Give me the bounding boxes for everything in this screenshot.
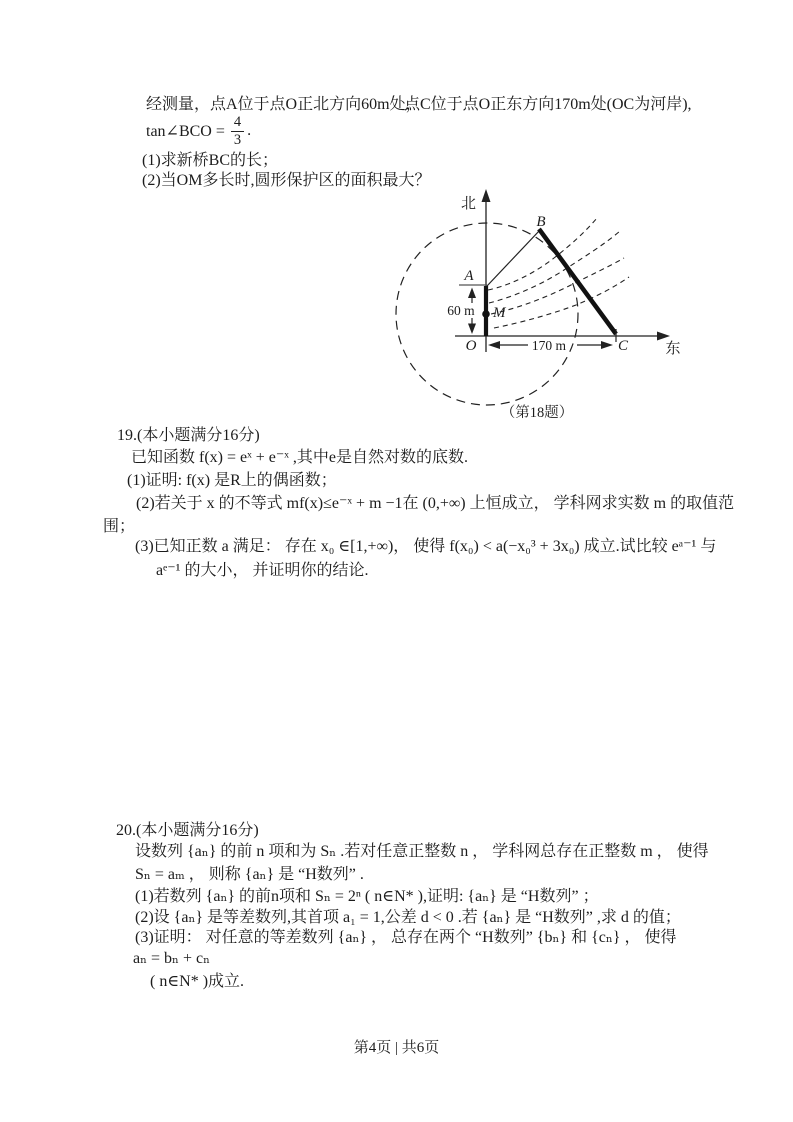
problem18-figure bbox=[390, 185, 700, 425]
figure-caption: （第18题） bbox=[500, 405, 574, 421]
p18-given-left: 经测量，点A位于点O正北方向60m处， bbox=[146, 96, 422, 113]
label-C: C bbox=[617, 338, 629, 354]
dim-170m-right-arrow-icon bbox=[601, 341, 613, 349]
p19-question-3-wrap: aᵉ⁻¹ 的大小， 并证明你的结论. bbox=[156, 562, 369, 579]
p18-given-right: 点C位于点O正东方向170m处(OC为河岸), bbox=[404, 96, 692, 113]
p19-intro: 已知函数 f(x) = eˣ + e⁻ˣ ,其中e是自然对数的底数. bbox=[131, 449, 469, 466]
p20-intro-1: 设数列 {aₙ} 的前 n 项和为 Sₙ .若对任意正整数 n ， 学科网总存在正整数 m ， 使得 bbox=[135, 843, 709, 860]
label-B: B bbox=[536, 214, 546, 230]
tan-lhs: tan∠BCO = bbox=[146, 123, 225, 140]
fraction-four-thirds bbox=[231, 114, 244, 147]
label-A: A bbox=[464, 268, 474, 284]
p20-title: 20.(本小题满分16分) bbox=[116, 822, 259, 839]
east-arrowhead-icon bbox=[657, 332, 670, 341]
segment-AB bbox=[487, 230, 540, 286]
label-north: 北 bbox=[460, 196, 476, 212]
p20-question-3: (3)证明： 对任意的等差数列 {aₙ} ， 总存在两个 “H数列” {bₙ} 和 {cₙ} ， 使得 bbox=[135, 929, 677, 946]
tan-period: . bbox=[247, 122, 252, 139]
label-60m: 60 m bbox=[447, 303, 475, 318]
p20-question-2: (2)设 {aₙ} 是等差数列,其首项 a₁ = 1,公差 d < 0 .若 {aₙ} 是 “H数列” ,求 d 的值； bbox=[135, 909, 681, 926]
page-footer: 第4页 | 共6页 bbox=[353, 1040, 440, 1056]
p19-title: 19.(本小题满分16分) bbox=[117, 427, 260, 444]
p19-question-3: (3)已知正数 a 满足： 存在 x₀ ∈[1,+∞)， 使得 f(x₀) < a(−x₀³ + 3x₀) 成立.试比较 eᵃ⁻¹ 与 bbox=[135, 538, 717, 555]
p20-question-1: (1)若数列 {aₙ} 的前n项和 Sₙ = 2ⁿ ( n∈N* ),证明: {aₙ} 是 “H数列” ； bbox=[135, 888, 599, 905]
p18-question-1: (1)求新桥BC的长； bbox=[142, 152, 279, 169]
fraction-numerator: 4 bbox=[233, 114, 242, 131]
river-curve-3 bbox=[491, 258, 624, 314]
point-M-dot bbox=[482, 310, 490, 318]
label-east: 东 bbox=[665, 341, 681, 357]
p19-question-2: (2)若关于 x 的不等式 mf(x)≤e⁻ˣ + m −1在 (0,+∞) 上恒成立， 学科网求实数 m 的取值范 bbox=[136, 495, 735, 512]
fraction-denominator: 3 bbox=[231, 131, 244, 148]
p20-intro-2: Sₙ = aₘ ， 则称 {aₙ} 是 “H数列” . bbox=[135, 866, 364, 883]
river-curve-2 bbox=[489, 231, 620, 303]
p18-question-2: (2)当OM多长时,圆形保护区的面积最大？ bbox=[142, 172, 431, 189]
p20-question-3-wrap: ( n∈N* )成立. bbox=[150, 973, 245, 990]
label-170m: 170 m bbox=[531, 338, 567, 353]
p18-tan-equation bbox=[146, 114, 251, 148]
p19-question-1: (1)证明: f(x) 是R上的偶函数； bbox=[127, 472, 337, 489]
p19-question-2-wrap: 围； bbox=[103, 518, 136, 535]
p20-question-3-equation: aₙ = bₙ + cₙ bbox=[133, 950, 211, 967]
label-M: M bbox=[493, 305, 506, 321]
north-arrowhead-icon bbox=[482, 189, 491, 202]
label-O: O bbox=[465, 338, 477, 354]
